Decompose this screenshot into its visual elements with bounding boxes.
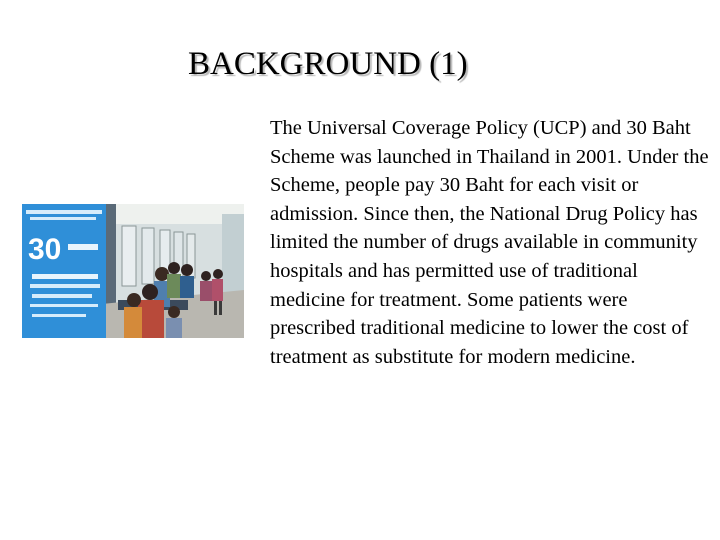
slide-title: BACKGROUND (1): [188, 46, 468, 82]
slide-body-text: The Universal Coverage Policy (UCP) and 30 Baht Scheme was launched in Thailand in 2001. Under the Scheme, people pay 30 Baht for each visit or admission. Since then, the National Drug Policy has limited the number of drugs available in community hospitals and has permitted use of traditional medicine for treatment. Some patients were prescribed traditional medicine to lower the cost of treatment as substitute for modern medicine.: [270, 117, 709, 368]
hospital-waiting-room-photo: [22, 204, 244, 338]
scheme-banner: [22, 204, 106, 338]
banner-number: 30: [28, 233, 62, 266]
photo-illustration: [22, 204, 244, 338]
